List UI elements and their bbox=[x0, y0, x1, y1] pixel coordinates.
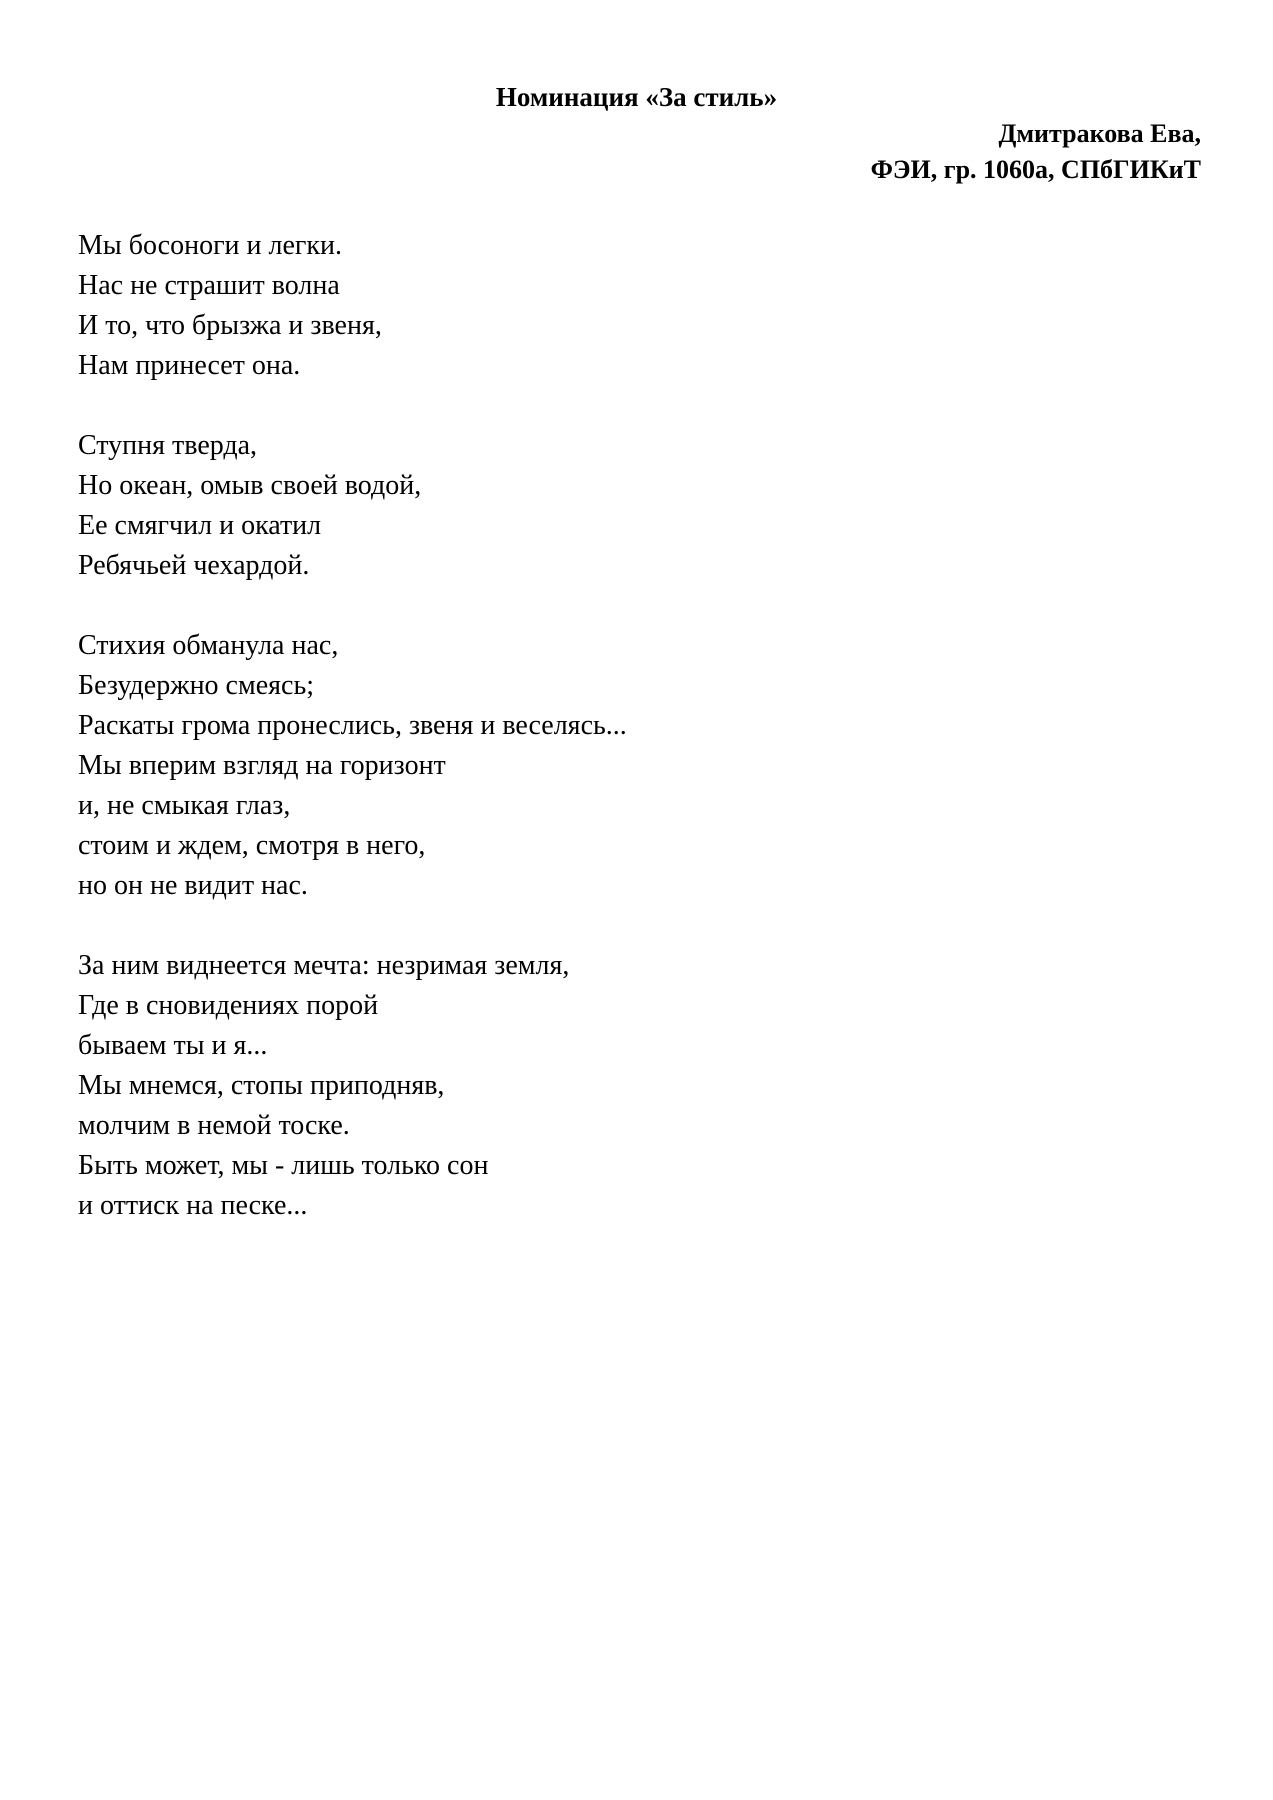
poem-line: Мы вперим взгляд на горизонт bbox=[78, 750, 446, 781]
poem-line: Раскаты грома пронеслись, звеня и веселясь... bbox=[78, 710, 627, 741]
poem-body bbox=[78, 226, 627, 1266]
author-name: Дмитракова Ева, bbox=[998, 119, 1201, 148]
poem-line: Ребячьей чехардой. bbox=[78, 550, 310, 581]
document-title: Номинация «За стиль» bbox=[495, 82, 778, 112]
poem-line: Ее смягчил и окатил bbox=[78, 510, 322, 541]
poem-line: Быть может, мы - лишь только сон bbox=[78, 1150, 489, 1181]
stanza-3 bbox=[78, 626, 627, 906]
poem-line: Нас не страшит волна bbox=[78, 270, 340, 301]
poem-line: бываем ты и я... bbox=[78, 1030, 268, 1061]
poem-line: И то, что брызжа и звеня, bbox=[78, 310, 382, 341]
poem-line: Где в сновидениях порой bbox=[78, 990, 379, 1021]
poem-line: Мы мнемся, стопы приподняв, bbox=[78, 1070, 445, 1101]
poem-line: но он не видит нас. bbox=[78, 870, 308, 901]
poem-line: Нам принесет она. bbox=[78, 350, 301, 381]
stanza-4 bbox=[78, 946, 627, 1226]
poem-line: За ним виднеется мечта: незримая земля, bbox=[78, 950, 570, 981]
poem-line: молчим в немой тоске. bbox=[78, 1110, 350, 1141]
poem-line: стоим и ждем, смотря в него, bbox=[78, 830, 426, 861]
author-block bbox=[871, 116, 1201, 188]
stanza-1 bbox=[78, 226, 627, 386]
poem-line: Стихия обманула нас, bbox=[78, 630, 339, 661]
poem-line: Безудержно смеясь; bbox=[78, 670, 314, 701]
poem-line: Ступня тверда, bbox=[78, 430, 258, 461]
poem-line: Мы босоноги и легки. bbox=[78, 230, 342, 261]
poem-line: и, не смыкая глаз, bbox=[78, 790, 291, 821]
author-affiliation: ФЭИ, гр. 1060а, СПбГИКиТ bbox=[870, 155, 1201, 184]
poem-line: Но океан, омыв своей водой, bbox=[78, 470, 422, 501]
poem-line: и оттиск на песке... bbox=[78, 1190, 308, 1221]
stanza-2 bbox=[78, 426, 627, 586]
